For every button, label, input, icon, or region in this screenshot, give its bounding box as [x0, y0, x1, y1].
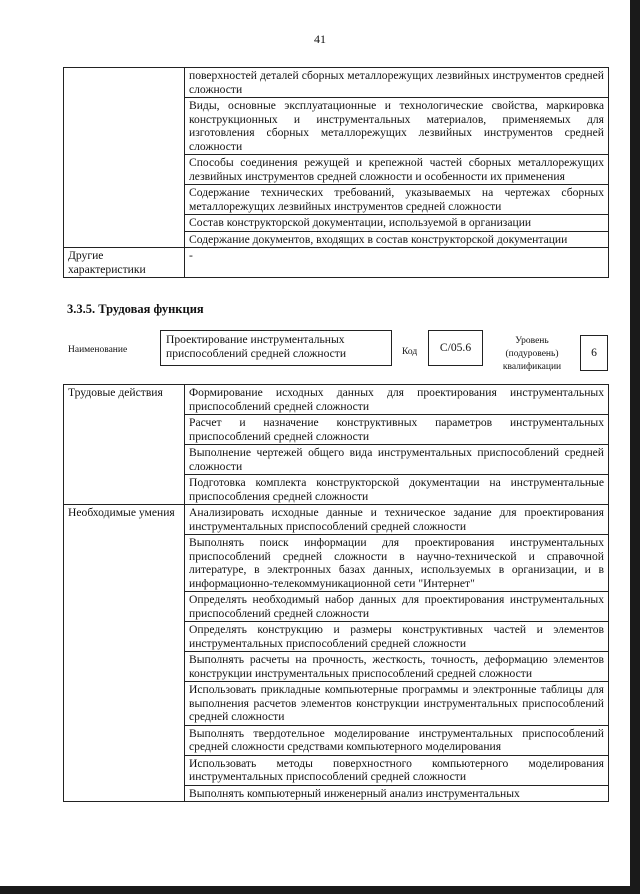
function-code: C/05.6 [439, 341, 472, 354]
table-cell: Виды, основные эксплуатационные и технологические свойства, маркировка конструкционных и инструментальных материалов, применяемых для изготовления сборных металлорежущих лезвийных инструментов средней сложности [185, 98, 609, 155]
row-category-label: Другие характеристики [64, 248, 185, 278]
function-header [0, 330, 640, 376]
table-cell: Выполнять компьютерный инженерный анализ инструментальных [185, 785, 609, 802]
table-row [64, 68, 609, 98]
table-row [64, 505, 609, 535]
table-cell: Выполнение чертежей общего вида инструментальных приспособлений средней сложности [185, 445, 609, 475]
table-cell: Использовать методы поверхностного компьютерного моделирования инструментальных приспособлений средней сложности [185, 755, 609, 785]
table-cell: - [185, 248, 609, 278]
table-cell: Расчет и назначение конструктивных параметров инструментальных приспособлений средней сложности [185, 415, 609, 445]
level-box [580, 335, 608, 371]
table-cell: Определять конструкцию и размеры конструктивных частей и элементов инструментальных приспособлений средней сложности [185, 622, 609, 652]
table-row [64, 248, 609, 278]
table-cell: Анализировать исходные данные и техническое задание для проектирования инструментальных приспособлений средней сложности [185, 505, 609, 535]
table-cell: Выполнять расчеты на прочность, жесткость, точность, деформацию элементов конструкции инструментальных приспособлений средней сложности [185, 652, 609, 682]
code-box [428, 330, 483, 366]
table-cell: Определять необходимый набор данных для проектирования инструментальных приспособлений средней сложности [185, 592, 609, 622]
table-cell: Состав конструкторской документации, используемой в организации [185, 215, 609, 232]
table-cell: Формирование исходных данных для проектирования инструментальных приспособлений средней сложности [185, 385, 609, 415]
row-category-label: Необходимые умения [64, 505, 185, 802]
name-label: Наименование [68, 345, 128, 355]
table-cell: Использовать прикладные компьютерные программы и электронные таблицы для выполнения расчетов элементов конструкции инструментальных приспособлений средней сложности [185, 682, 609, 726]
level-label: Уровень (подуровень) квалификации [502, 336, 562, 372]
table-cell: поверхностей деталей сборных металлорежущих лезвийных инструментов средней сложности [185, 68, 609, 98]
table-cell: Выполнять поиск информации для проектирования инструментальных приспособлений средней сложности в научно-технической и справочной литературе, в электронных базах данных, используемых в организации, и в информационно-телекоммуникационной сети "Интернет" [185, 535, 609, 592]
table-cell: Подготовка комплекта конструкторской документации на инструментальные приспособления средней сложности [185, 475, 609, 505]
function-table [63, 384, 609, 802]
row-category-label [64, 68, 185, 248]
qualification-level: 6 [591, 346, 597, 359]
table-row [64, 385, 609, 415]
table-cell: Содержание технических требований, указываемых на чертежах сборных металлорежущих лезвийных инструментов средней сложности [185, 185, 609, 215]
function-name: Проектирование инструментальных приспособлений средней сложности [166, 333, 347, 360]
function-name-box [160, 330, 392, 366]
table-cell: Содержание документов, входящих в состав конструкторской документации [185, 231, 609, 248]
continuation-table [63, 67, 609, 278]
row-category-label: Трудовые действия [64, 385, 185, 505]
table-cell: Выполнять твердотельное моделирование инструментальных приспособлений средней сложности средствами компьютерного моделирования [185, 725, 609, 755]
table-cell: Способы соединения режущей и крепежной частей сборных металлорежущих лезвийных инструментов средней сложности и особенности их применения [185, 155, 609, 185]
page-number: 41 [314, 32, 326, 46]
code-label: Код [402, 347, 418, 357]
section-title: 3.3.5. Трудовая функция [67, 302, 204, 316]
